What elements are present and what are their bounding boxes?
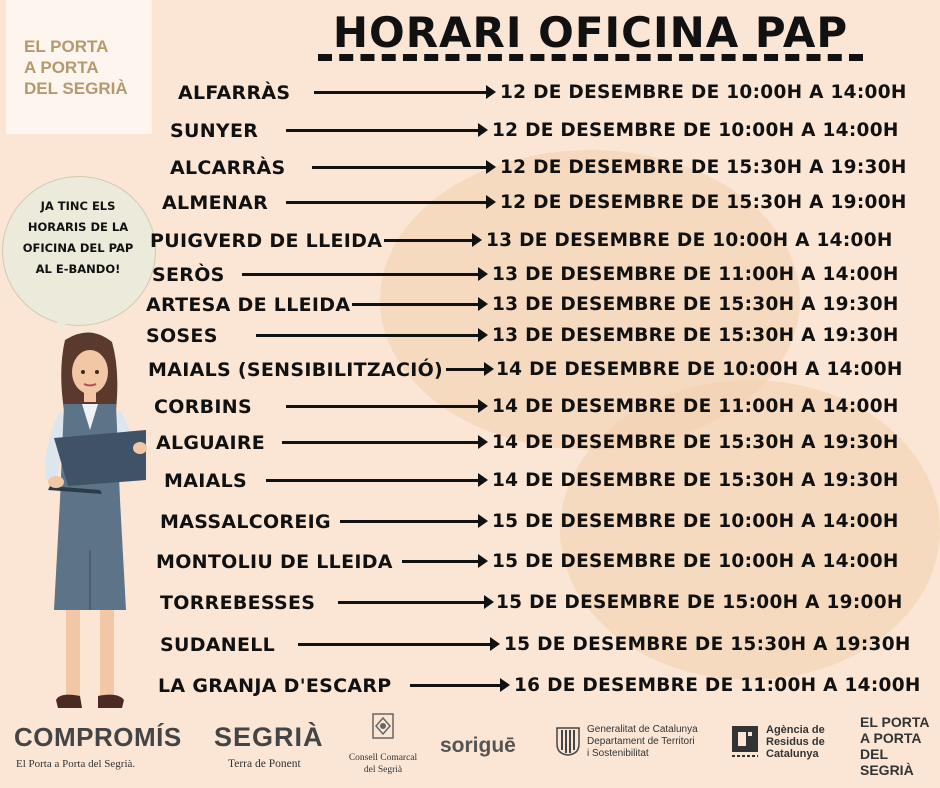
arrow-icon [282, 441, 482, 444]
town-name: ALMENAR [162, 192, 269, 214]
schedule-time: 12 DE DESEMBRE DE 15:30H A 19:00H [500, 192, 907, 213]
schedule-time: 14 DE DESEMBRE DE 11:00H A 14:00H [492, 396, 899, 417]
arrow-icon [256, 334, 482, 337]
arrow-icon [402, 560, 482, 563]
arrow-icon [286, 129, 482, 132]
schedule-row [0, 319, 940, 351]
town-name: MAIALS [164, 470, 247, 492]
town-name: PUIGVERD DE LLEIDA [150, 230, 383, 252]
logo-text: EL PORTA A PORTA DEL SEGRIÀ [24, 37, 128, 98]
town-name: ALCARRÀS [170, 157, 286, 179]
schedule-row [0, 390, 940, 422]
segria-subtitle: Terra de Ponent [228, 758, 301, 770]
schedule-time: 15 DE DESEMBRE DE 10:00H A 14:00H [492, 511, 899, 532]
arrow-icon [384, 239, 476, 242]
arrow-icon [446, 368, 488, 371]
town-name: ALFARRÀS [178, 82, 291, 104]
schedule-row [0, 669, 940, 701]
schedule-time: 13 DE DESEMBRE DE 11:00H A 14:00H [492, 264, 899, 285]
schedule-row [0, 545, 940, 577]
arrow-icon [410, 684, 504, 687]
town-name: MASSALCOREIG [160, 511, 331, 533]
schedule-time: 13 DE DESEMBRE DE 15:30H A 19:30H [492, 294, 899, 315]
schedule-row [0, 76, 940, 108]
arrow-icon [352, 303, 482, 306]
schedule-time: 14 DE DESEMBRE DE 15:30H A 19:30H [492, 432, 899, 453]
town-name: TORREBESSES [160, 592, 316, 614]
schedule-time: 12 DE DESEMBRE DE 15:30H A 19:30H [500, 157, 907, 178]
agencia-residus-emblem-icon [730, 724, 760, 758]
page-title: HORARI OFICINA PAP [332, 8, 849, 57]
town-name: SERÒS [152, 264, 225, 286]
arrow-icon [312, 166, 490, 169]
schedule-row [0, 353, 940, 385]
arrow-icon [340, 520, 482, 523]
footer-logos [0, 700, 940, 788]
porta-a-porta-footer-logo: EL PORTA A PORTA DEL SEGRIÀ [860, 714, 930, 778]
schedule-row [0, 505, 940, 537]
schedule-time: 14 DE DESEMBRE DE 10:00H A 14:00H [496, 359, 903, 380]
arrow-icon [314, 91, 490, 94]
schedule-row [0, 114, 940, 146]
schedule-time: 14 DE DESEMBRE DE 15:30H A 19:30H [492, 470, 899, 491]
schedule-time: 13 DE DESEMBRE DE 10:00H A 14:00H [486, 230, 893, 251]
schedule-time: 12 DE DESEMBRE DE 10:00H A 14:00H [500, 82, 907, 103]
town-name: LA GRANJA D'ESCARP [158, 675, 392, 697]
consell-comarcal-emblem-icon [370, 712, 396, 748]
arrow-icon [242, 273, 482, 276]
schedule-row [0, 464, 940, 496]
arrow-icon [286, 201, 490, 204]
schedule-row [0, 186, 940, 218]
town-name: MONTOLIU DE LLEIDA [156, 551, 393, 573]
schedule-row [0, 628, 940, 660]
consell-comarcal-label: Consell Comarcal del Segrià [348, 753, 418, 775]
schedule-time: 15 DE DESEMBRE DE 15:30H A 19:30H [504, 634, 911, 655]
town-name: SUDANELL [160, 634, 276, 656]
town-name: SOSES [146, 325, 218, 347]
town-name: CORBINS [154, 396, 252, 418]
agencia-residus-label: Agència de Residus de Catalunya [766, 724, 825, 760]
town-name: ALGUAIRE [156, 432, 266, 454]
schedule-time: 16 DE DESEMBRE DE 11:00H A 14:00H [514, 675, 921, 696]
schedule-row [0, 258, 940, 290]
schedule-row [0, 586, 940, 618]
generalitat-emblem-icon [555, 726, 581, 756]
schedule-time: 15 DE DESEMBRE DE 15:00H A 19:00H [496, 592, 903, 613]
title-underline [318, 54, 863, 61]
arrow-icon [266, 479, 482, 482]
speech-bubble-text: JA TINC ELS HORARIS DE LA OFICINA DEL PAP AL E-BANDO! [22, 199, 134, 276]
schedule-row [0, 426, 940, 458]
compromis-logo: COMPROMÍS [14, 722, 182, 752]
arrow-icon [286, 405, 482, 408]
schedule-row [0, 288, 940, 320]
compromis-subtitle: El Porta a Porta del Segrià. [16, 758, 136, 770]
sorigue-logo: soriguē [440, 734, 516, 757]
town-name: ARTESA DE LLEIDA [146, 294, 351, 316]
schedule-time: 12 DE DESEMBRE DE 10:00H A 14:00H [492, 120, 899, 141]
town-name: SUNYER [170, 120, 259, 142]
arrow-icon [298, 643, 494, 646]
generalitat-label: Generalitat de Catalunya Departament de Territori i Sostenibilitat [587, 724, 698, 759]
town-name: MAIALS (SENSIBILITZACIÓ) [148, 359, 444, 381]
schedule-row [0, 224, 940, 256]
segria-logo: SEGRIÀ [214, 722, 324, 752]
schedule-row [0, 151, 940, 183]
schedule-time: 13 DE DESEMBRE DE 15:30H A 19:30H [492, 325, 899, 346]
schedule-time: 15 DE DESEMBRE DE 10:00H A 14:00H [492, 551, 899, 572]
arrow-icon [338, 601, 488, 604]
